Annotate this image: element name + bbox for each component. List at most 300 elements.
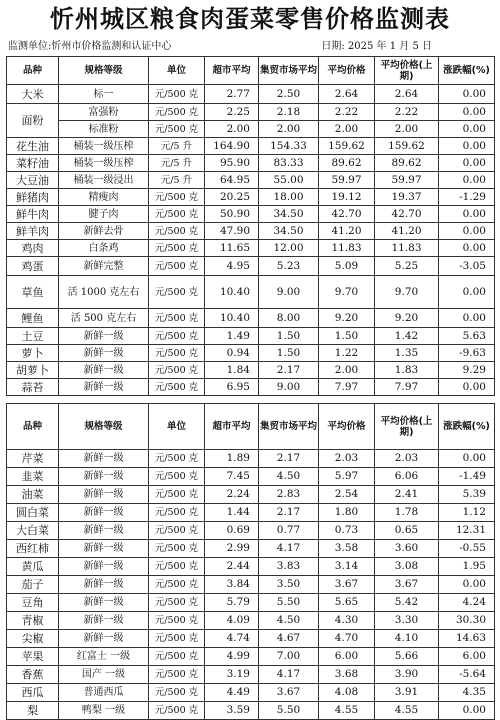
cell-spec: 腱子肉 — [59, 206, 149, 223]
table-row — [7, 309, 495, 328]
cell-unit: 元/500 克 — [149, 328, 205, 345]
table-row — [7, 612, 495, 630]
cell-avg-price: 2.03 — [319, 450, 375, 468]
cell-market-avg: 8.00 — [259, 309, 319, 328]
cell-supermarket-avg: 10.40 — [205, 276, 259, 309]
table-row — [7, 104, 495, 121]
cell-supermarket-avg: 4.95 — [205, 257, 259, 276]
cell-market-avg: 4.17 — [259, 540, 319, 558]
cell-unit: 元/5 升 — [149, 155, 205, 172]
cell-variety: 蒜苔 — [7, 379, 59, 396]
cell-market-avg: 34.50 — [259, 206, 319, 223]
cell-unit: 元/500 克 — [149, 612, 205, 630]
monitor-unit: 监测单位:忻州市价格监测和认证中心 — [8, 41, 172, 52]
cell-spec: 新鲜一级 — [59, 504, 149, 522]
cell-change-pct: -1.49 — [439, 468, 495, 486]
cell-unit: 元/500 克 — [149, 240, 205, 257]
cell-avg-price: 2.00 — [319, 362, 375, 379]
cell-spec: 鸭梨 一级 — [59, 702, 149, 720]
report-date: 日期: 2025 年 1 月 5 日 — [321, 41, 432, 52]
header-change-pct: 涨跌幅(%) — [439, 404, 495, 450]
cell-prev-avg-price: 1.42 — [375, 328, 439, 345]
table-row — [7, 630, 495, 648]
cell-prev-avg-price: 9.70 — [375, 276, 439, 309]
cell-unit: 元/500 克 — [149, 666, 205, 684]
cell-variety: 西红柿 — [7, 540, 59, 558]
cell-avg-price: 3.67 — [319, 576, 375, 594]
cell-supermarket-avg: 10.40 — [205, 309, 259, 328]
cell-avg-price: 7.97 — [319, 379, 375, 396]
cell-supermarket-avg: 20.25 — [205, 189, 259, 206]
cell-prev-avg-price: 3.91 — [375, 684, 439, 702]
cell-variety: 鲜牛肉 — [7, 206, 59, 223]
cell-market-avg: 2.83 — [259, 486, 319, 504]
cell-supermarket-avg: 11.65 — [205, 240, 259, 257]
cell-prev-avg-price: 19.37 — [375, 189, 439, 206]
table-row — [7, 522, 495, 540]
cell-supermarket-avg: 3.19 — [205, 666, 259, 684]
header-market-avg: 集贸市场平均 — [259, 404, 319, 450]
cell-unit: 元/500 克 — [149, 362, 205, 379]
cell-market-avg: 5.50 — [259, 702, 319, 720]
cell-supermarket-avg: 1.89 — [205, 450, 259, 468]
header-change-pct: 涨跌幅(%) — [439, 57, 495, 85]
cell-market-avg: 2.50 — [259, 85, 319, 104]
cell-avg-price: 1.22 — [319, 345, 375, 362]
table-row — [7, 223, 495, 240]
cell-change-pct: 4.24 — [439, 594, 495, 612]
cell-change-pct: 0.00 — [439, 155, 495, 172]
cell-variety: 梨 — [7, 702, 59, 720]
cell-market-avg: 83.33 — [259, 155, 319, 172]
cell-change-pct: 14.63 — [439, 630, 495, 648]
cell-variety: 鸡蛋 — [7, 257, 59, 276]
cell-change-pct: 5.63 — [439, 328, 495, 345]
cell-unit: 元/500 克 — [149, 85, 205, 104]
cell-prev-avg-price: 4.10 — [375, 630, 439, 648]
cell-variety: 芹菜 — [7, 450, 59, 468]
cell-unit: 元/500 克 — [149, 309, 205, 328]
cell-spec: 桶装一级浸出 — [59, 172, 149, 189]
cell-market-avg: 9.00 — [259, 379, 319, 396]
cell-change-pct: 0.00 — [439, 121, 495, 138]
cell-variety: 土豆 — [7, 328, 59, 345]
cell-spec: 新鲜去骨 — [59, 223, 149, 240]
header-avg-price: 平均价格 — [319, 57, 375, 85]
cell-avg-price: 59.97 — [319, 172, 375, 189]
cell-change-pct: 1.95 — [439, 558, 495, 576]
table-row — [7, 486, 495, 504]
cell-change-pct: -1.29 — [439, 189, 495, 206]
cell-unit: 元/500 克 — [149, 648, 205, 666]
cell-prev-avg-price: 3.90 — [375, 666, 439, 684]
cell-market-avg: 4.67 — [259, 630, 319, 648]
cell-avg-price: 6.00 — [319, 648, 375, 666]
cell-change-pct: 0.00 — [439, 450, 495, 468]
table-row — [7, 172, 495, 189]
cell-prev-avg-price: 7.97 — [375, 379, 439, 396]
cell-supermarket-avg: 2.99 — [205, 540, 259, 558]
cell-variety: 圆白菜 — [7, 504, 59, 522]
cell-prev-avg-price: 0.65 — [375, 522, 439, 540]
cell-supermarket-avg: 3.84 — [205, 576, 259, 594]
cell-change-pct: 0.00 — [439, 138, 495, 155]
header-supermarket-avg: 超市平均 — [205, 404, 259, 450]
cell-avg-price: 1.80 — [319, 504, 375, 522]
cell-prev-avg-price: 1.78 — [375, 504, 439, 522]
cell-spec: 普通西瓜 — [59, 684, 149, 702]
cell-prev-avg-price: 2.00 — [375, 121, 439, 138]
cell-market-avg: 154.33 — [259, 138, 319, 155]
cell-change-pct: 0.00 — [439, 172, 495, 189]
table-row — [7, 138, 495, 155]
cell-market-avg: 12.00 — [259, 240, 319, 257]
cell-avg-price: 0.73 — [319, 522, 375, 540]
cell-spec: 活 500 克左右 — [59, 309, 149, 328]
cell-change-pct: 5.39 — [439, 486, 495, 504]
cell-spec: 新鲜一级 — [59, 468, 149, 486]
cell-variety: 鲜猪肉 — [7, 189, 59, 206]
table-row — [7, 362, 495, 379]
cell-variety: 大白菜 — [7, 522, 59, 540]
header-market-avg: 集贸市场平均 — [259, 57, 319, 85]
cell-unit: 元/500 克 — [149, 468, 205, 486]
cell-market-avg: 1.50 — [259, 328, 319, 345]
cell-variety: 大豆油 — [7, 172, 59, 189]
cell-market-avg: 1.50 — [259, 345, 319, 362]
cell-spec: 新鲜一级 — [59, 594, 149, 612]
cell-market-avg: 34.50 — [259, 223, 319, 240]
cell-market-avg: 4.50 — [259, 612, 319, 630]
cell-prev-avg-price: 9.20 — [375, 309, 439, 328]
cell-market-avg: 0.77 — [259, 522, 319, 540]
cell-spec: 标准粉 — [59, 121, 149, 138]
cell-supermarket-avg: 1.84 — [205, 362, 259, 379]
cell-prev-avg-price: 42.70 — [375, 206, 439, 223]
header-spec: 规格等级 — [59, 57, 149, 85]
cell-unit: 元/500 克 — [149, 104, 205, 121]
cell-variety: 草鱼 — [7, 276, 59, 309]
cell-unit: 元/500 克 — [149, 121, 205, 138]
cell-spec: 新鲜一级 — [59, 345, 149, 362]
cell-supermarket-avg: 1.44 — [205, 504, 259, 522]
cell-unit: 元/500 克 — [149, 276, 205, 309]
cell-unit: 元/500 克 — [149, 594, 205, 612]
cell-unit: 元/500 克 — [149, 684, 205, 702]
cell-spec: 新鲜一级 — [59, 362, 149, 379]
cell-prev-avg-price: 2.22 — [375, 104, 439, 121]
cell-spec: 红富士 一级 — [59, 648, 149, 666]
cell-spec: 活 1000 克左右 — [59, 276, 149, 309]
table-row — [7, 328, 495, 345]
cell-avg-price: 4.70 — [319, 630, 375, 648]
cell-variety: 苹果 — [7, 648, 59, 666]
cell-spec: 新鲜一级 — [59, 328, 149, 345]
cell-prev-avg-price: 4.55 — [375, 702, 439, 720]
table-row — [7, 206, 495, 223]
cell-change-pct: -5.64 — [439, 666, 495, 684]
header-unit: 单位 — [149, 404, 205, 450]
cell-unit: 元/500 克 — [149, 630, 205, 648]
cell-variety: 茄子 — [7, 576, 59, 594]
cell-change-pct: 0.00 — [439, 223, 495, 240]
cell-avg-price: 4.08 — [319, 684, 375, 702]
table-header-row — [7, 57, 495, 85]
cell-variety: 胡萝卜 — [7, 362, 59, 379]
cell-market-avg: 2.17 — [259, 362, 319, 379]
cell-variety: 大米 — [7, 85, 59, 104]
cell-avg-price: 3.14 — [319, 558, 375, 576]
header-variety: 品种 — [7, 57, 59, 85]
cell-spec: 新鲜一级 — [59, 612, 149, 630]
cell-supermarket-avg: 5.79 — [205, 594, 259, 612]
cell-variety: 豆角 — [7, 594, 59, 612]
cell-supermarket-avg: 3.59 — [205, 702, 259, 720]
cell-avg-price: 19.12 — [319, 189, 375, 206]
cell-supermarket-avg: 2.77 — [205, 85, 259, 104]
cell-spec: 标一 — [59, 85, 149, 104]
cell-prev-avg-price: 5.42 — [375, 594, 439, 612]
cell-avg-price: 3.58 — [319, 540, 375, 558]
cell-spec: 新鲜完整 — [59, 257, 149, 276]
cell-spec: 国产 一级 — [59, 666, 149, 684]
cell-spec: 桶装一级压榨 — [59, 138, 149, 155]
table-row — [7, 684, 495, 702]
header-avg-price: 平均价格 — [319, 404, 375, 450]
cell-supermarket-avg: 1.49 — [205, 328, 259, 345]
table-row — [7, 648, 495, 666]
cell-avg-price: 2.54 — [319, 486, 375, 504]
cell-spec: 新鲜一级 — [59, 522, 149, 540]
cell-unit: 元/500 克 — [149, 522, 205, 540]
cell-variety: 菜籽油 — [7, 155, 59, 172]
table-row — [7, 257, 495, 276]
cell-unit: 元/500 克 — [149, 450, 205, 468]
cell-prev-avg-price: 2.64 — [375, 85, 439, 104]
table-row — [7, 121, 495, 138]
cell-market-avg: 2.17 — [259, 504, 319, 522]
cell-unit: 元/500 克 — [149, 345, 205, 362]
cell-spec: 新鲜一级 — [59, 558, 149, 576]
cell-avg-price: 9.70 — [319, 276, 375, 309]
cell-market-avg: 5.50 — [259, 594, 319, 612]
table-row — [7, 468, 495, 486]
cell-spec: 富强粉 — [59, 104, 149, 121]
cell-unit: 元/500 克 — [149, 257, 205, 276]
cell-unit: 元/5 升 — [149, 138, 205, 155]
cell-variety: 鲜羊肉 — [7, 223, 59, 240]
cell-supermarket-avg: 2.00 — [205, 121, 259, 138]
cell-supermarket-avg: 50.90 — [205, 206, 259, 223]
table-row — [7, 155, 495, 172]
cell-market-avg: 2.18 — [259, 104, 319, 121]
cell-change-pct: 1.12 — [439, 504, 495, 522]
cell-market-avg: 2.00 — [259, 121, 319, 138]
page-title: 忻州城区粮食肉蛋菜零售价格监测表 — [50, 5, 450, 33]
cell-variety: 萝卜 — [7, 345, 59, 362]
cell-market-avg: 3.67 — [259, 684, 319, 702]
cell-avg-price: 41.20 — [319, 223, 375, 240]
cell-supermarket-avg: 2.44 — [205, 558, 259, 576]
cell-change-pct: 4.35 — [439, 684, 495, 702]
cell-variety: 青椒 — [7, 612, 59, 630]
cell-unit: 元/500 克 — [149, 189, 205, 206]
cell-unit: 元/500 克 — [149, 540, 205, 558]
cell-market-avg: 3.83 — [259, 558, 319, 576]
cell-spec: 新鲜一级 — [59, 576, 149, 594]
table-row — [7, 504, 495, 522]
cell-supermarket-avg: 2.25 — [205, 104, 259, 121]
cell-prev-avg-price: 1.35 — [375, 345, 439, 362]
table-row — [7, 276, 495, 309]
table-row — [7, 666, 495, 684]
cell-avg-price: 4.55 — [319, 702, 375, 720]
cell-avg-price: 9.20 — [319, 309, 375, 328]
cell-prev-avg-price: 3.67 — [375, 576, 439, 594]
cell-avg-price: 5.09 — [319, 257, 375, 276]
cell-spec: 新鲜一级 — [59, 630, 149, 648]
cell-avg-price: 89.62 — [319, 155, 375, 172]
cell-prev-avg-price: 2.03 — [375, 450, 439, 468]
cell-market-avg: 5.23 — [259, 257, 319, 276]
header-prev-avg-price: 平均价格(上期) — [375, 57, 439, 85]
cell-change-pct: 0.00 — [439, 702, 495, 720]
cell-supermarket-avg: 164.90 — [205, 138, 259, 155]
table-row — [7, 379, 495, 396]
table-header-row — [7, 404, 495, 450]
cell-change-pct: 0.00 — [439, 576, 495, 594]
cell-market-avg: 9.00 — [259, 276, 319, 309]
cell-market-avg: 7.00 — [259, 648, 319, 666]
cell-spec: 精瘦肉 — [59, 189, 149, 206]
cell-unit: 元/500 克 — [149, 504, 205, 522]
cell-prev-avg-price: 5.66 — [375, 648, 439, 666]
cell-avg-price: 42.70 — [319, 206, 375, 223]
cell-prev-avg-price: 3.60 — [375, 540, 439, 558]
cell-unit: 元/500 克 — [149, 702, 205, 720]
cell-variety: 花生油 — [7, 138, 59, 155]
cell-avg-price: 11.83 — [319, 240, 375, 257]
header-unit: 单位 — [149, 57, 205, 85]
cell-unit: 元/500 克 — [149, 576, 205, 594]
cell-variety: 西瓜 — [7, 684, 59, 702]
cell-market-avg: 55.00 — [259, 172, 319, 189]
cell-change-pct: 9.29 — [439, 362, 495, 379]
cell-variety: 鲤鱼 — [7, 309, 59, 328]
cell-spec: 新鲜一级 — [59, 450, 149, 468]
cell-change-pct: 0.00 — [439, 276, 495, 309]
cell-prev-avg-price: 59.97 — [375, 172, 439, 189]
price-table-2 — [6, 403, 495, 720]
cell-supermarket-avg: 4.49 — [205, 684, 259, 702]
cell-change-pct: 0.00 — [439, 206, 495, 223]
cell-avg-price: 1.50 — [319, 328, 375, 345]
cell-avg-price: 2.00 — [319, 121, 375, 138]
table-row — [7, 540, 495, 558]
cell-prev-avg-price: 2.41 — [375, 486, 439, 504]
cell-spec: 新鲜一级 — [59, 486, 149, 504]
cell-prev-avg-price: 1.83 — [375, 362, 439, 379]
cell-market-avg: 3.50 — [259, 576, 319, 594]
cell-spec: 新鲜一级 — [59, 540, 149, 558]
cell-spec: 桶装一级压榨 — [59, 155, 149, 172]
cell-spec: 新鲜一级 — [59, 379, 149, 396]
cell-variety: 油菜 — [7, 486, 59, 504]
cell-market-avg: 4.50 — [259, 468, 319, 486]
cell-change-pct: 0.00 — [439, 104, 495, 121]
cell-prev-avg-price: 11.83 — [375, 240, 439, 257]
cell-supermarket-avg: 6.95 — [205, 379, 259, 396]
cell-unit: 元/500 克 — [149, 558, 205, 576]
cell-spec: 白条鸡 — [59, 240, 149, 257]
cell-unit: 元/500 克 — [149, 486, 205, 504]
cell-change-pct: 0.00 — [439, 379, 495, 396]
cell-prev-avg-price: 41.20 — [375, 223, 439, 240]
cell-prev-avg-price: 3.08 — [375, 558, 439, 576]
table-row — [7, 450, 495, 468]
cell-supermarket-avg: 7.45 — [205, 468, 259, 486]
table-row — [7, 240, 495, 257]
cell-supermarket-avg: 4.74 — [205, 630, 259, 648]
cell-supermarket-avg: 64.95 — [205, 172, 259, 189]
cell-avg-price: 3.68 — [319, 666, 375, 684]
table-row — [7, 85, 495, 104]
cell-avg-price: 2.22 — [319, 104, 375, 121]
table-row — [7, 189, 495, 206]
cell-prev-avg-price: 5.25 — [375, 257, 439, 276]
cell-supermarket-avg: 0.94 — [205, 345, 259, 362]
cell-change-pct: -9.63 — [439, 345, 495, 362]
table-row — [7, 594, 495, 612]
cell-change-pct: 30.30 — [439, 612, 495, 630]
table-row — [7, 345, 495, 362]
cell-change-pct: 0.00 — [439, 85, 495, 104]
cell-variety: 香蕉 — [7, 666, 59, 684]
cell-variety: 黄瓜 — [7, 558, 59, 576]
cell-change-pct: 12.31 — [439, 522, 495, 540]
table-row — [7, 558, 495, 576]
cell-change-pct: 6.00 — [439, 648, 495, 666]
cell-prev-avg-price: 6.06 — [375, 468, 439, 486]
cell-unit: 元/5 升 — [149, 172, 205, 189]
cell-supermarket-avg: 4.09 — [205, 612, 259, 630]
cell-change-pct: -0.55 — [439, 540, 495, 558]
cell-avg-price: 159.62 — [319, 138, 375, 155]
cell-supermarket-avg: 4.99 — [205, 648, 259, 666]
cell-prev-avg-price: 159.62 — [375, 138, 439, 155]
cell-supermarket-avg: 95.90 — [205, 155, 259, 172]
cell-prev-avg-price: 89.62 — [375, 155, 439, 172]
cell-change-pct: -3.05 — [439, 257, 495, 276]
cell-supermarket-avg: 0.69 — [205, 522, 259, 540]
cell-market-avg: 2.17 — [259, 450, 319, 468]
cell-unit: 元/500 克 — [149, 206, 205, 223]
cell-prev-avg-price: 3.30 — [375, 612, 439, 630]
cell-supermarket-avg: 2.24 — [205, 486, 259, 504]
cell-variety: 鸡肉 — [7, 240, 59, 257]
cell-avg-price: 2.64 — [319, 85, 375, 104]
header-variety: 品种 — [7, 404, 59, 450]
price-table-1 — [6, 56, 495, 396]
header-prev-avg-price: 平均价格(上期) — [375, 404, 439, 450]
cell-avg-price: 5.65 — [319, 594, 375, 612]
cell-market-avg: 4.17 — [259, 666, 319, 684]
cell-change-pct: 0.00 — [439, 309, 495, 328]
table-row — [7, 576, 495, 594]
cell-variety: 面粉 — [7, 104, 59, 138]
cell-unit: 元/500 克 — [149, 379, 205, 396]
header-spec: 规格等级 — [59, 404, 149, 450]
